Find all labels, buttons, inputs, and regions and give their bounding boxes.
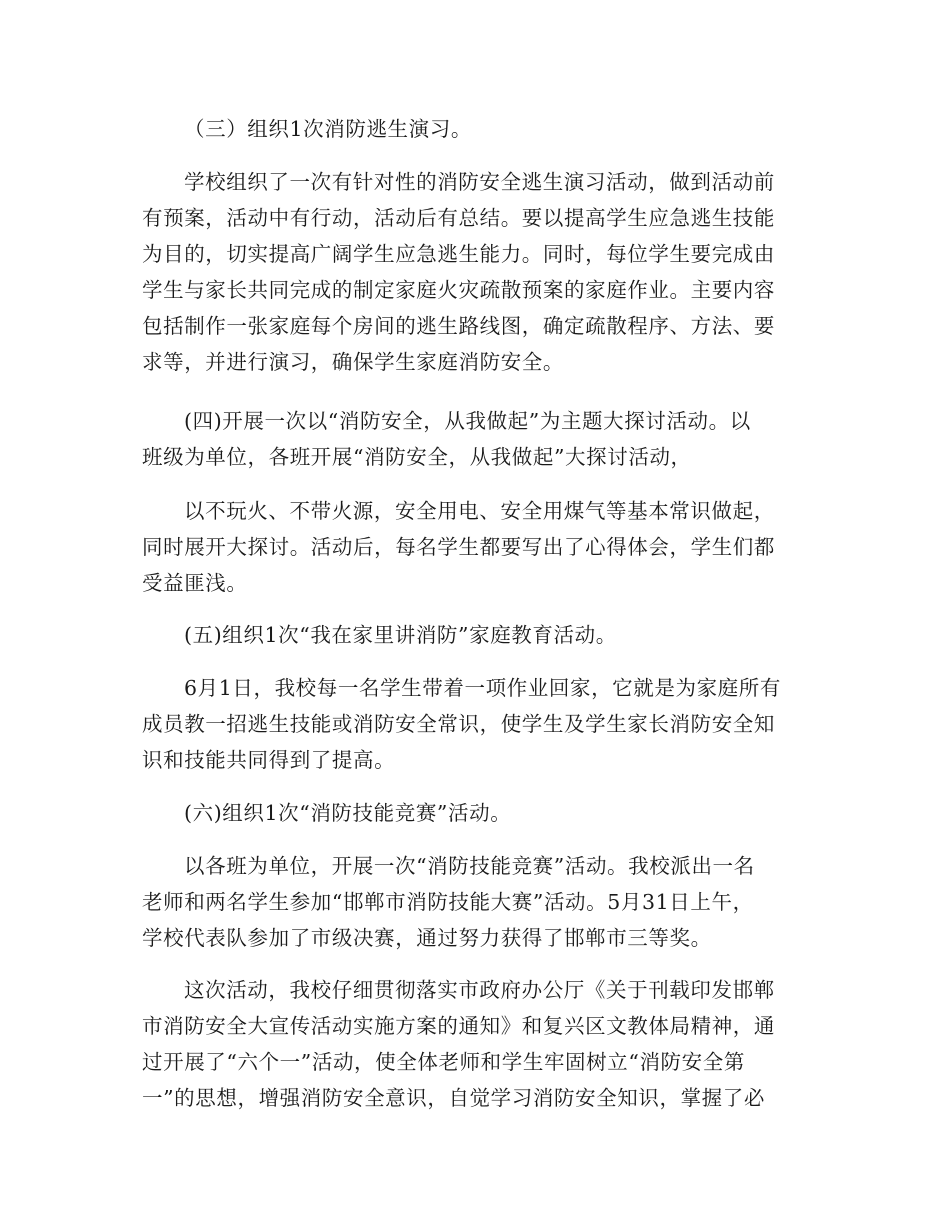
text-line: 老师和两名学生参加“邯郸市消防技能大赛”活动。5月31日上午， [142,890,754,914]
text-line: 求等，并进行演习，确保学生家庭消防安全。 [142,350,564,374]
section-heading-4 [142,403,810,475]
text-line: 6月1日，我校每一名学生带着一项作业回家，它就是为家庭所有 [184,676,781,700]
summary-paragraph [142,972,810,1116]
body-paragraph-6 [142,848,810,956]
text-line: 同时展开大探讨。活动后，每名学生都要写出了心得体会，学生们都 [142,535,775,559]
section-heading-6 [142,795,810,831]
text-line: 学校代表队参加了市级决赛，通过努力获得了邯郸市三等奖。 [142,926,712,950]
text-line: 受益匪浅。 [142,571,248,595]
text-line: (四)开展一次以“消防安全，从我做起”为主题大探讨活动。以 [184,409,751,433]
text-line: 一”的思想，增强消防安全意识，自觉学习消防安全知识，掌握了必 [142,1086,765,1110]
text-line: （三）组织1次消防逃生演习。 [184,117,472,141]
text-line: 过开展了“六个一”活动，使全体老师和学生牢固树立“消防安全第 [142,1050,745,1074]
text-line: 以不玩火、不带火源，安全用电、安全用煤气等基本常识做起， [184,499,775,523]
text-line: 学校组织了一次有针对性的消防安全逃生演习活动，做到活动前 [184,170,775,194]
section-heading-5 [142,617,810,653]
text-line: 以各班为单位，开展一次“消防技能竞赛”活动。我校派出一名 [184,854,755,878]
text-line: 学生与家长共同完成的制定家庭火灾疏散预案的家庭作业。主要内容 [142,278,775,302]
text-line: (五)组织1次“我在家里讲消防”家庭教育活动。 [184,623,617,647]
text-line: 这次活动，我校仔细贯彻落实市政府办公厅《关于刊载印发邯郸 [184,978,775,1002]
text-line: 识和技能共同得到了提高。 [142,748,396,772]
text-line: 成员教一招逃生技能或消防安全常识，使学生及学生家长消防安全知 [142,712,775,736]
text-line: 市消防安全大宣传活动实施方案的通知》和复兴区文教体局精神，通 [142,1014,775,1038]
body-paragraph-4 [142,493,810,601]
body-paragraph-5 [142,670,810,778]
text-line: 班级为单位，各班开展“消防安全，从我做起”大探讨活动， [142,445,692,469]
text-line: 包括制作一张家庭每个房间的逃生路线图，确定疏散程序、方法、要 [142,314,775,338]
section-heading-3 [142,111,810,147]
body-paragraph-3 [142,164,810,380]
text-line: (六)组织1次“消防技能竞赛”活动。 [184,801,512,825]
text-line: 有预案，活动中有行动，活动后有总结。要以提高学生应急逃生技能 [142,206,775,230]
text-line: 为目的，切实提高广阔学生应急逃生能力。同时，每位学生要完成由 [142,242,775,266]
